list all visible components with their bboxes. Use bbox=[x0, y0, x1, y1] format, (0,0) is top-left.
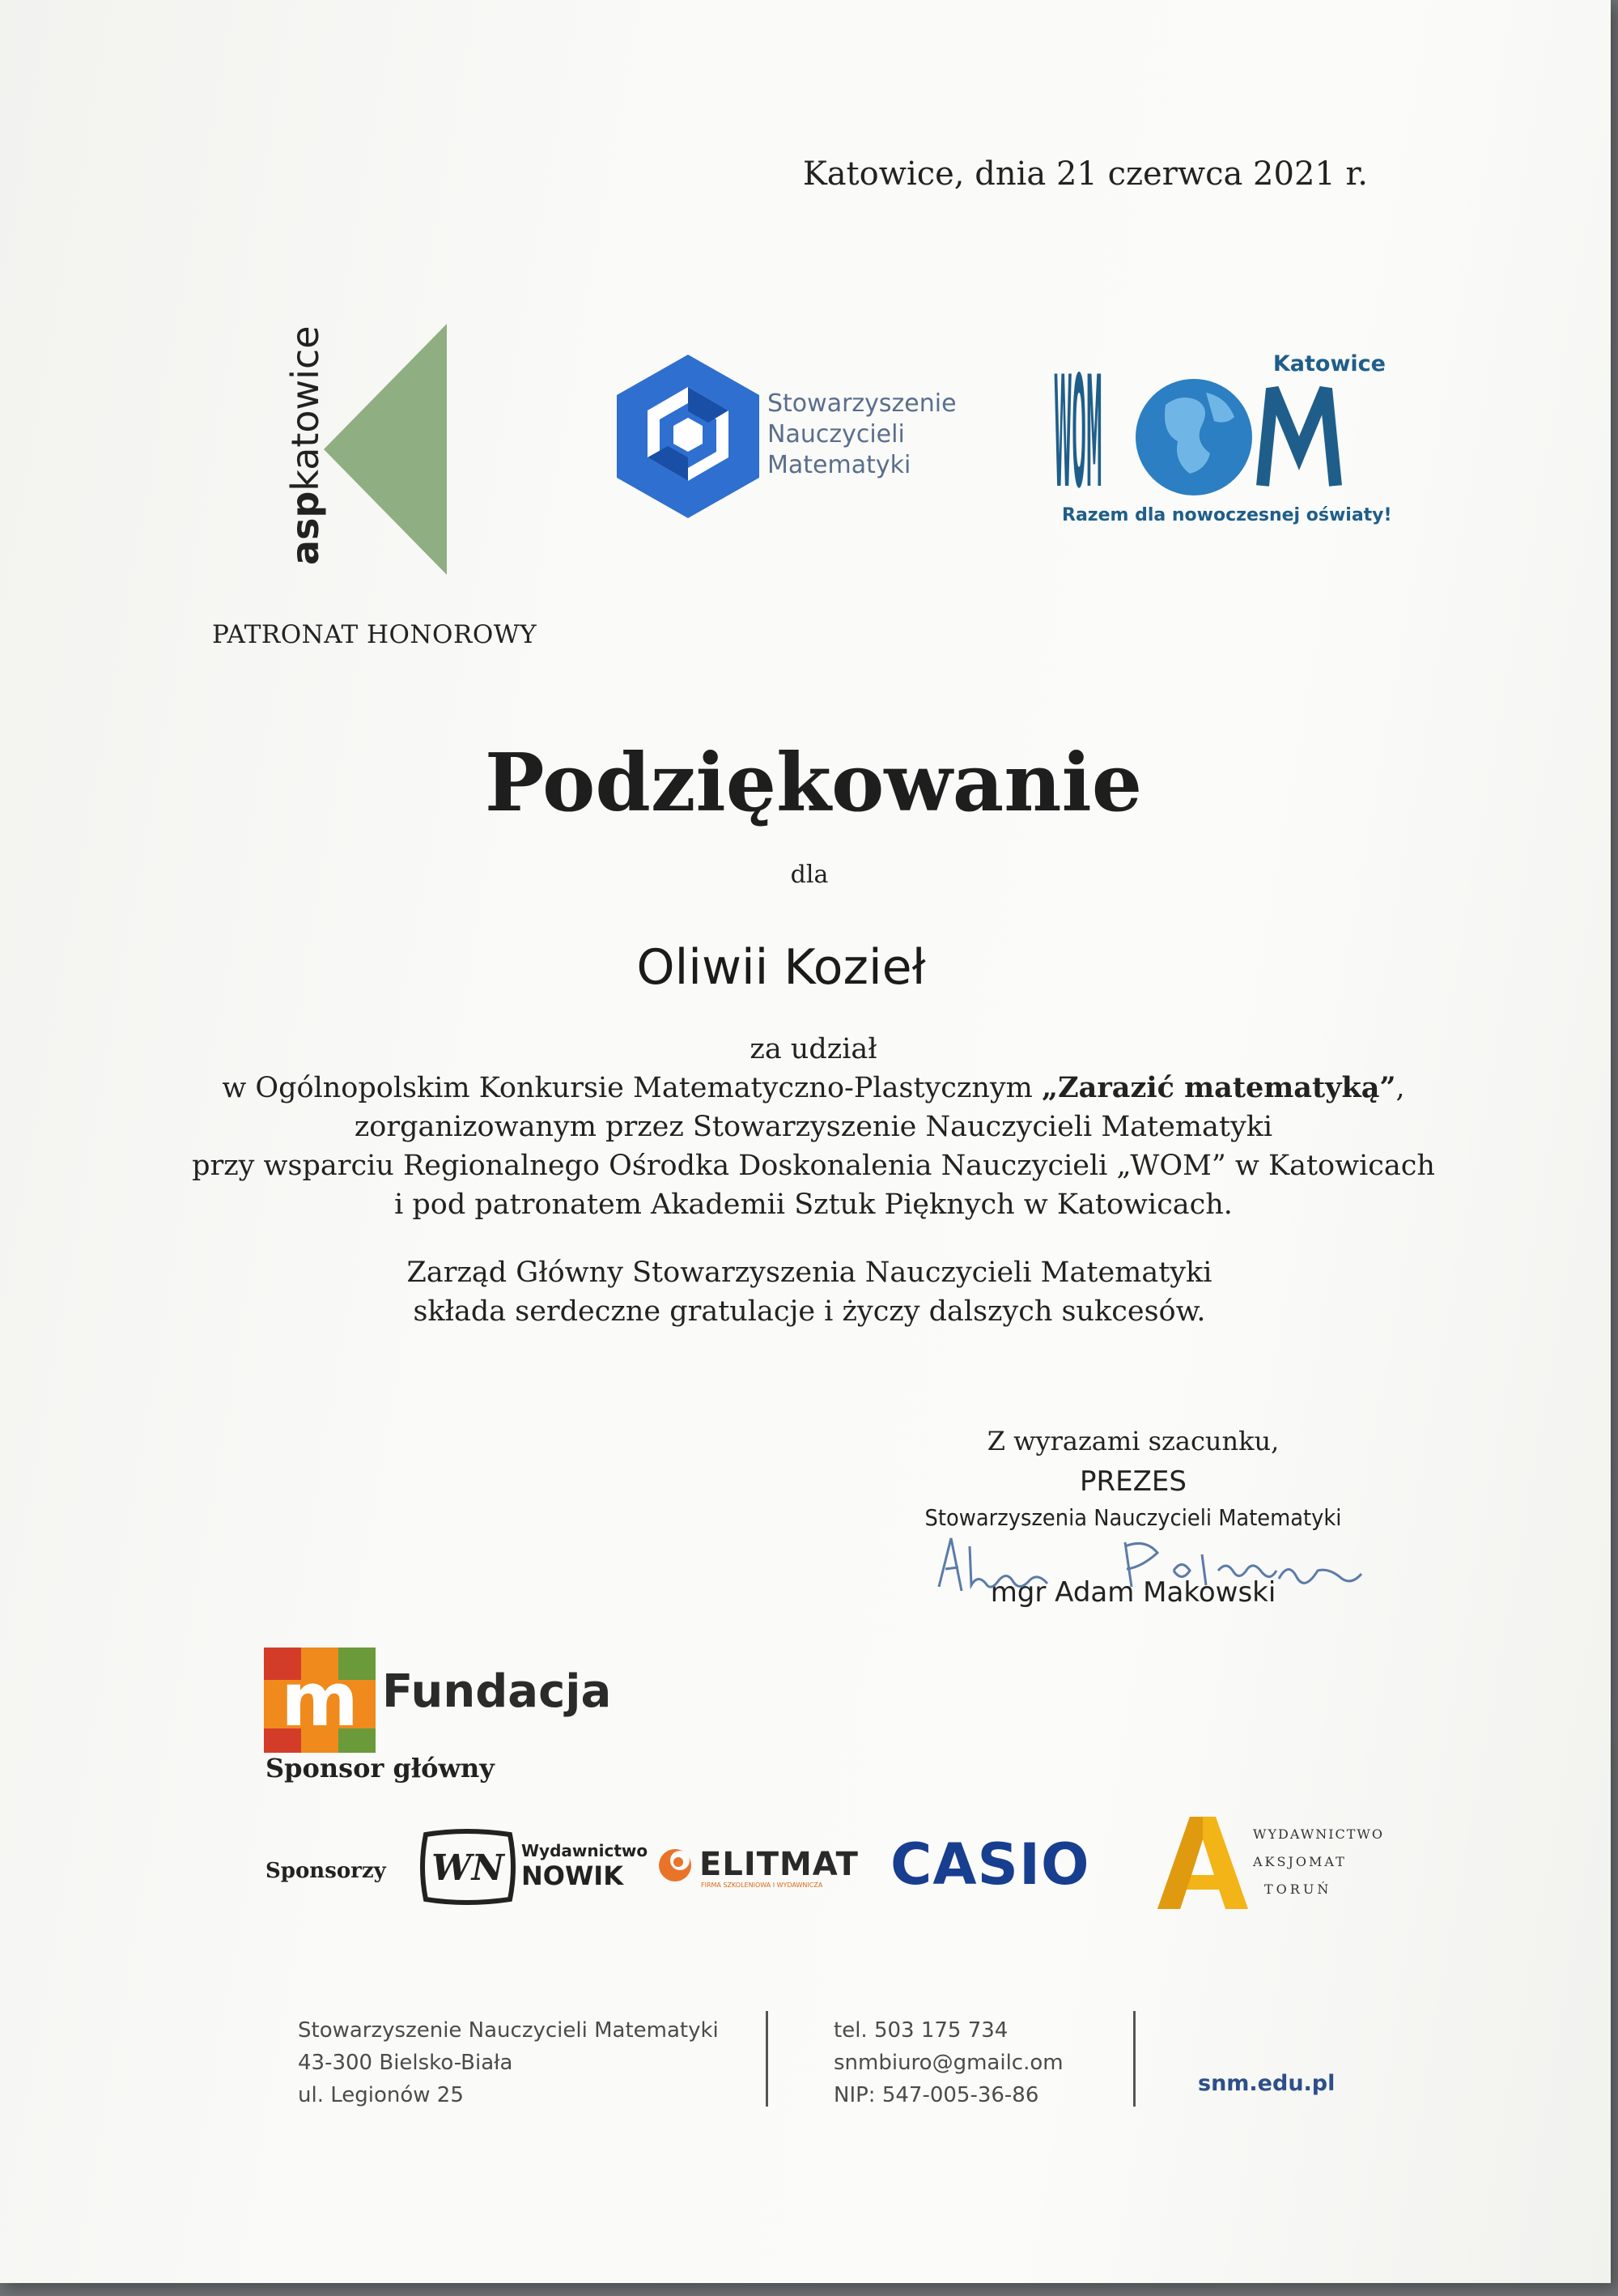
contest-name: „Zarazić matematyką” bbox=[1041, 1071, 1396, 1104]
footer-nip: NIP: 547-005-36-86 bbox=[834, 2083, 1039, 2107]
footer-email: snmbiuro@gmailc.om bbox=[834, 2051, 1064, 2075]
wom-city-text: Katowice bbox=[1272, 351, 1386, 376]
snm-hexagon-icon bbox=[607, 348, 769, 534]
m-fundacja-icon bbox=[264, 1648, 377, 1753]
congratulations-text bbox=[0, 1253, 1618, 1331]
congrats-line2: składa serdeczne gratulacje i życzy dalszych sukcesów. bbox=[413, 1295, 1206, 1328]
wom-tagline: Razem dla nowoczesnej oświaty! bbox=[1062, 505, 1392, 525]
sponsors-label: Sponsorzy bbox=[265, 1859, 386, 1883]
aksjomat-line2: AKSJOMAT bbox=[1253, 1854, 1347, 1869]
wom-logo bbox=[1052, 332, 1392, 542]
handwritten-signature-icon bbox=[931, 1522, 1384, 1611]
nowik-logo bbox=[419, 1826, 648, 1907]
patronat-honorowy-label: PATRONAT HONOROWY bbox=[212, 620, 537, 649]
m-fundacja-logo bbox=[264, 1648, 644, 1769]
snm-logo bbox=[607, 348, 955, 534]
elitmat-swirl-icon bbox=[654, 1839, 699, 1888]
asp-bold-text: asp bbox=[283, 491, 327, 565]
footer-phone: tel. 503 175 734 bbox=[834, 2018, 1009, 2043]
footer-address bbox=[298, 2014, 719, 2111]
snm-line3: Matematyki bbox=[767, 451, 911, 479]
fundacja-word: Fundacja bbox=[382, 1665, 612, 1718]
elitmat-logo bbox=[654, 1839, 864, 1896]
body-line4: przy wsparciu Regionalnego Ośrodka Doskonalenia Nauczycieli „WOM” w Katowicach bbox=[192, 1150, 1435, 1182]
snm-line2: Nauczycieli bbox=[767, 420, 905, 449]
footer-divider bbox=[1133, 2011, 1136, 2107]
date-line: Katowice, dnia 21 czerwca 2021 r. bbox=[802, 155, 1368, 193]
wom-w-text: WOM bbox=[1054, 343, 1102, 502]
footer-divider bbox=[766, 2011, 768, 2107]
for-text: dla bbox=[790, 861, 829, 889]
congrats-line1: Zarząd Główny Stowarzyszenia Nauczycieli Matematyki bbox=[406, 1256, 1212, 1289]
body-line3: zorganizowanym przez Stowarzyszenie Nauczycieli Matematyki bbox=[354, 1111, 1273, 1143]
aksjomat-line3: TORUŃ bbox=[1264, 1881, 1332, 1897]
recipient-name: Oliwii Kozieł bbox=[636, 939, 926, 996]
nowik-small-text: Wydawnictwo bbox=[521, 1841, 648, 1860]
aksjomat-line1: WYDAWNICTWO bbox=[1253, 1826, 1384, 1842]
nowik-book-icon bbox=[419, 1826, 516, 1907]
body-line1: za udział bbox=[750, 1033, 877, 1065]
footer-org: Stowarzyszenie Nauczycieli Matematyki bbox=[298, 2018, 719, 2043]
nowik-mark: WN bbox=[431, 1847, 504, 1889]
elitmat-word: ELITMAT bbox=[699, 1846, 859, 1883]
certificate-body bbox=[0, 1030, 1618, 1224]
body-line5: i pod patronatem Akademii Sztuk Pięknych w Katowicach. bbox=[394, 1188, 1233, 1221]
aksjomat-a-icon bbox=[1141, 1812, 1255, 1917]
certificate-title: Podziękowanie bbox=[484, 737, 1143, 830]
regards-text: Z wyrazami szacunku, bbox=[987, 1426, 1280, 1456]
casio-logo: CASIO bbox=[890, 1831, 1090, 1898]
signer-name: mgr Adam Makowski bbox=[990, 1576, 1276, 1609]
footer-website: snm.edu.pl bbox=[1198, 2071, 1336, 2096]
snm-line1: Stowarzyszenie bbox=[767, 389, 957, 418]
main-sponsor-label: Sponsor główny bbox=[265, 1753, 495, 1784]
asp-rest-text: katowice bbox=[283, 325, 327, 491]
footer-street: ul. Legionów 25 bbox=[298, 2083, 464, 2107]
nowik-big-text: NOWIK bbox=[521, 1860, 623, 1891]
footer-contact bbox=[834, 2014, 1064, 2111]
asp-katowice-logo bbox=[267, 322, 453, 581]
role-text: PREZES bbox=[1080, 1465, 1187, 1498]
footer-postal: 43-300 Bielsko-Biała bbox=[298, 2051, 513, 2075]
m-letter: m bbox=[281, 1656, 359, 1743]
elitmat-subtext: FIRMA SZKOLENIOWA I WYDAWNICZA bbox=[701, 1881, 823, 1889]
organization-text: Stowarzyszenia Nauczycieli Matematyki bbox=[924, 1504, 1342, 1531]
aksjomat-logo bbox=[1141, 1812, 1384, 1917]
body-line2: w Ogólnopolskim Konkursie Matematyczno-Plastycznym „Zarazić matematyką”, bbox=[222, 1071, 1405, 1104]
